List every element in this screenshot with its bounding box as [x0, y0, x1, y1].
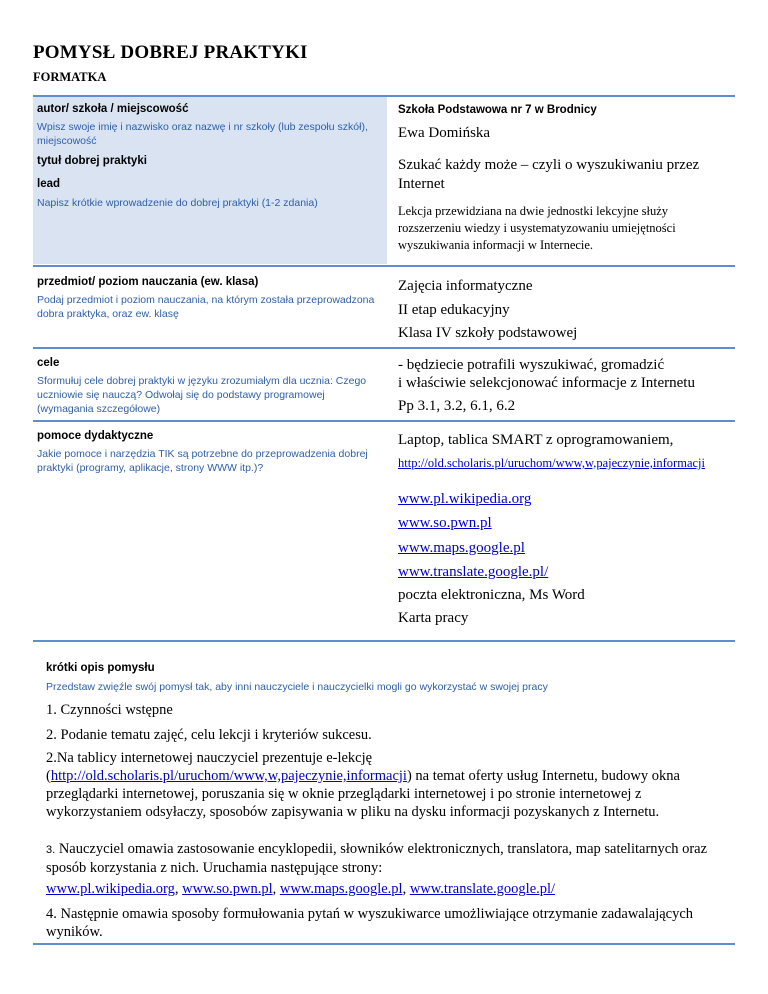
desc-paragraph-3 — [46, 749, 726, 821]
divider — [33, 943, 735, 945]
desc-p4-number: 3. — [46, 844, 56, 856]
lead-hint: Napisz krótkie wprowadzenie do dobrej praktyki (1-2 zdania) — [37, 197, 318, 209]
goals-label: cele — [37, 357, 60, 369]
page-title: POMYSŁ DOBREJ PRAKTYKI — [33, 42, 308, 63]
goals-hint: Sformułuj cele dobrej praktyki w języku zrozumiałym dla ucznia: Czego uczniowie się nauczą? Odwołaj się do podstawy programowej (wymagania szczegółowe) — [37, 375, 367, 415]
divider — [33, 347, 735, 349]
subject-label: przedmiot/ poziom nauczania (ew. klasa) — [37, 276, 259, 288]
aids-link-main[interactable] — [398, 455, 728, 472]
subject-value-2: II etap edukacyjny — [398, 302, 510, 318]
desc-p4-text: Nauczyciel omawia zastosowanie encyklopedii, słowników elektronicznych, translatora, map satelitarnych oraz sposób korzystania z nich. Uruchamia następujące strony: — [46, 841, 708, 876]
goals-pp: Pp 3.1, 3.2, 6.1, 6.2 — [398, 398, 516, 414]
aids-hint: Jakie pomoce i narzędzia TIK są potrzebne do przeprowadzenia dobrej praktyki (programy, aplikacje, strony WWW itp.)? — [37, 448, 368, 474]
description-hint: Przedstaw zwięźle swój pomysł tak, aby inni nauczyciele i nauczycielki mogli go wykorzystać w swojej pracy — [46, 681, 548, 693]
desc-paragraph-5 — [46, 880, 726, 898]
desc-paragraph-6: 4. Następnie omawia sposoby formułowania pytań w wyszukiwarce umożliwiające otrzymanie zadawalających wyników. — [46, 906, 694, 940]
practice-title-label: tytuł dobrej praktyki — [37, 155, 147, 167]
divider — [33, 265, 735, 267]
desc-link-maps[interactable]: www.maps.google.pl — [279, 881, 403, 897]
goals-line-2: i właściwie selekcjonować informacje z Internetu — [398, 375, 695, 391]
aids-link-2[interactable] — [398, 514, 492, 533]
desc-p3-text-a: 2.Na tablicy internetowej nauczyciel prezentuje e-lekcję — [46, 750, 373, 766]
aids-link-4[interactable] — [398, 563, 548, 582]
desc-p3-open: ( — [46, 768, 51, 784]
link-pwn[interactable]: www.so.pwn.pl — [398, 515, 492, 531]
aids-label: pomoce dydaktyczne — [37, 430, 154, 442]
goals-line-1: - będziecie potrafili wyszukiwać, gromadzić — [398, 357, 665, 373]
subject-hint: Podaj przedmiot i poziom nauczania, na którym została przeprowadzona dobra praktyka, oraz ew. klasę — [37, 294, 375, 320]
separator: , — [174, 881, 183, 897]
author-name: Ewa Domińska — [398, 125, 491, 141]
aids-link-main-anchor[interactable]: http://old.scholaris.pl/uruchom/www,w,pajeczynie,informacji — [398, 456, 705, 470]
author-label: autor/ szkoła / miejscowość — [37, 103, 189, 115]
aids-link-3[interactable] — [398, 539, 525, 558]
lead-value: Lekcja przewidziana na dwie jednostki lekcyjne służy rozszerzeniu wiedzy i usystematyzowaniu umiejętności wyszukiwania informacji w Internecie. — [398, 204, 676, 252]
desc-p3-link[interactable]: http://old.scholaris.pl/uruchom/www,w,pajeczynie,informacji — [50, 768, 407, 784]
desc-paragraph-4 — [46, 840, 726, 877]
aids-mail: poczta elektroniczna, Ms Word — [398, 587, 585, 603]
subject-value-1: Zajęcia informatyczne — [398, 278, 533, 294]
subject-value-3: Klasa IV szkoły podstawowej — [398, 325, 578, 341]
school-name: Szkoła Podstawowa nr 7 w Brodnicy — [398, 104, 597, 116]
lead-label: lead — [37, 178, 61, 190]
aids-laptop: Laptop, tablica SMART z oprogramowaniem, — [398, 432, 674, 448]
separator: , — [402, 881, 410, 897]
divider — [33, 420, 735, 422]
link-wikipedia[interactable]: www.pl.wikipedia.org — [398, 491, 532, 507]
desc-paragraph-1: 1. Czynności wstępne — [46, 702, 173, 718]
desc-link-wikipedia[interactable]: www.pl.wikipedia.org — [46, 881, 175, 897]
separator: , — [272, 881, 280, 897]
aids-link-1[interactable] — [398, 490, 531, 509]
desc-p3-text-b: ) na temat oferty usług Internetu, budowy okna przeglądarki internetowej, poruszania się w oknie przeglądarki internetowej i po stronie internetowej z wykorzystaniem odsyłaczy, sposobów zapisywania w pliku na dysku informacji pozyskanych z Internetu. — [46, 768, 680, 820]
description-label: krótki opis pomysłu — [46, 662, 155, 674]
divider — [33, 640, 735, 642]
link-maps[interactable]: www.maps.google.pl — [398, 540, 525, 556]
aids-card: Karta pracy — [398, 610, 469, 626]
author-hint: Wpisz swoje imię i nazwisko oraz nazwę i nr szkoły (lub zespołu szkół), miejscowość — [37, 121, 368, 147]
link-translate[interactable]: www.translate.google.pl/ — [398, 564, 549, 580]
practice-title-value: Szukać każdy może – czyli o wyszukiwaniu przez Internet — [398, 157, 700, 192]
desc-link-pwn[interactable]: www.so.pwn.pl — [182, 881, 273, 897]
desc-link-translate[interactable]: www.translate.google.pl/ — [409, 881, 556, 897]
desc-paragraph-2: 2. Podanie tematu zajęć, celu lekcji i kryteriów sukcesu. — [46, 727, 372, 743]
page-subtitle: FORMATKA — [33, 70, 107, 84]
